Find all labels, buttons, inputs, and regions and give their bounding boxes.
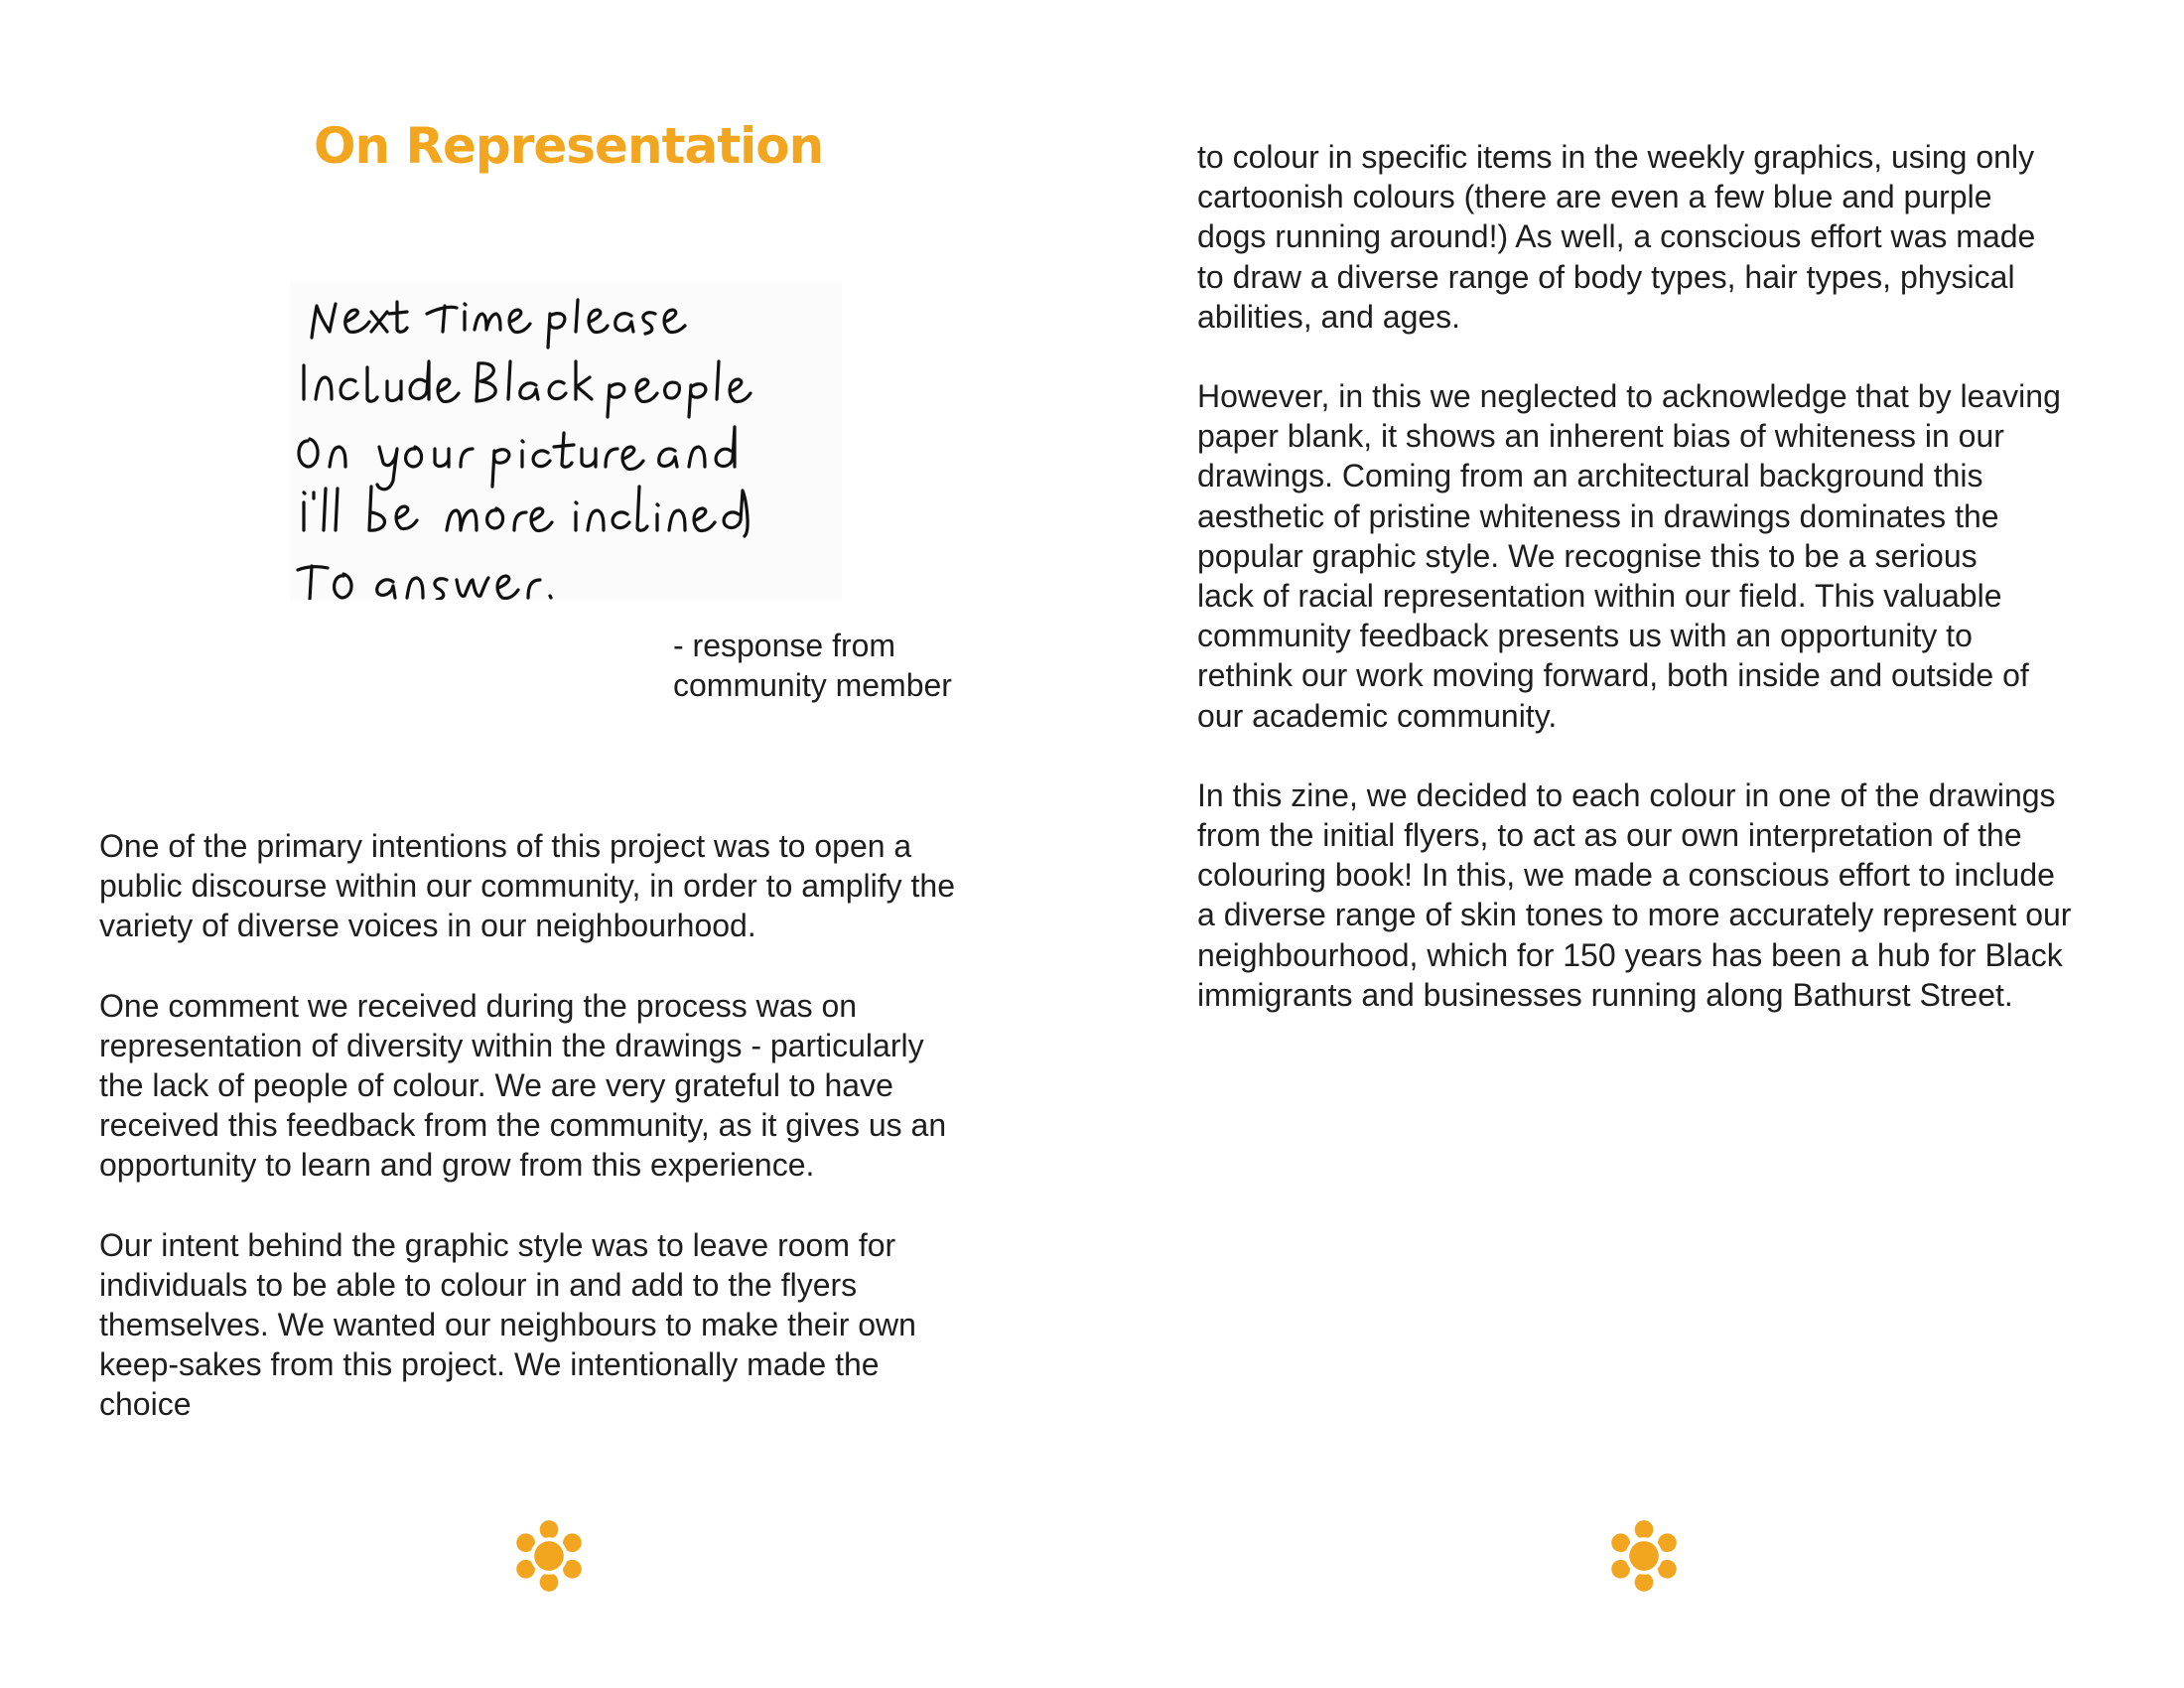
paragraph: In this zine, we decided to each colour in one of the drawings from the initial flyers, to act as our own interpretation of the colouring book! In this, we made a conscious effort to include a diverse range of skin tones to more accurately represent our neighbourhood, which for 150 years has been a hub for Black immigrants and businesses running along Bathurst Street. <box>1197 776 2072 1013</box>
paragraph: Our intent behind the graphic style was to leave room for individuals to be able to colour in and add to the flyers themselves. We wanted our neighbours to make their own keep-sakes from this project. We intentionally made the choice <box>99 1226 916 1423</box>
flower-icon <box>1605 1517 1683 1595</box>
left-body-text <box>99 826 1013 1465</box>
right-page <box>1092 0 2184 1688</box>
flower-icon <box>510 1517 588 1595</box>
paragraph: However, in this we neglected to acknowledge that by leaving paper blank, it shows an inherent bias of whiteness in our drawings. Coming from an architectural background this aesthetic of pristine whiteness in drawings dominates the popular graphic style. We recognise this to be a serious lack of racial representation within our field. This valuable community feedback presents us with an opportunity to rethink our work moving forward, both inside and outside of our academic community. <box>1197 378 2061 734</box>
paragraph: to colour in specific items in the weekly graphics, using only cartoonish colours (there are even a few blue and purple dogs running around!) As well, a conscious effort was made to draw a diverse range of body types, hair types, physical abilities, and ages. <box>1197 139 2036 335</box>
handwritten-note <box>290 282 842 600</box>
quote-caption: - response from community member <box>673 628 952 703</box>
page-title: On Representation <box>314 117 824 175</box>
paragraph: One of the primary intentions of this project was to open a public discourse within our community, in order to amplify the variety of diverse voices in our neighbourhood. <box>99 828 955 944</box>
right-body-text <box>1197 137 2180 1055</box>
paragraph: One comment we received during the process was on representation of diversity within the drawings - particularly the lack of people of colour. We are very grateful to have received this feedback from the community, as it gives us an opportunity to learn and grow from this experience. <box>99 987 947 1184</box>
